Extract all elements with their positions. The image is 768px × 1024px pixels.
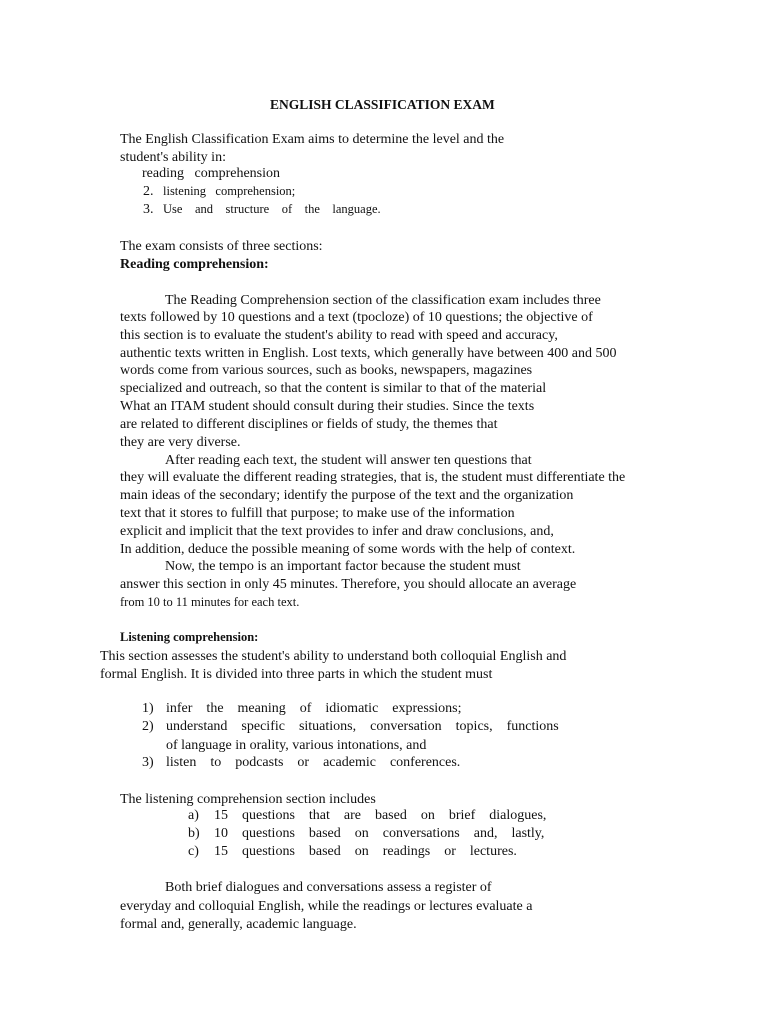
listening-includes: The listening comprehension section includes	[120, 792, 376, 807]
reading-para-line: text that it stores to fulfill that purpose; to make use of the information	[120, 506, 515, 521]
reading-para-line: In addition, deduce the possible meaning of some words with the help of context.	[120, 542, 576, 557]
reading-para-line: explicit and implicit that the text provides to infer and draw conclusions, and,	[120, 524, 554, 539]
ability-item: Use and structure of the language.	[163, 202, 381, 216]
part-number: 2)	[142, 719, 154, 734]
part-item: infer the meaning of idiomatic expressions;	[166, 701, 462, 716]
listening-intro-line: This section assesses the student's ability to understand both colloquial English and	[100, 649, 567, 664]
part-number: 1)	[142, 701, 154, 716]
reading-para-line: words come from various sources, such as books, newspapers, magazines	[120, 363, 533, 378]
listening-heading: Listening comprehension:	[120, 630, 259, 644]
reading-para-line: they will evaluate the different reading strategies, that is, the student must differentiate the	[120, 470, 626, 485]
intro-line: The English Classification Exam aims to determine the level and the	[120, 132, 505, 147]
question-letter: a)	[188, 808, 199, 823]
reading-para-line: main ideas of the secondary; identify the purpose of the text and the organization	[120, 488, 574, 503]
intro-line: student's ability in:	[120, 150, 226, 165]
reading-para-line: texts followed by 10 questions and a text (tpocloze) of 10 questions; the objective of	[120, 310, 593, 325]
reading-para-line: After reading each text, the student will answer ten questions that	[165, 453, 532, 468]
reading-para-line: What an ITAM student should consult during their studies. Since the texts	[120, 399, 535, 414]
part-item: listen to podcasts or academic conferences.	[166, 755, 461, 770]
ability-number: 3.	[143, 202, 154, 217]
ability-item: reading comprehension	[142, 166, 281, 181]
document-title: ENGLISH CLASSIFICATION EXAM	[270, 97, 495, 112]
part-number: 3)	[142, 755, 154, 770]
ability-item: listening comprehension;	[163, 184, 296, 198]
part-item: understand specific situations, conversation topics, functions	[166, 719, 559, 734]
reading-heading: Reading comprehension:	[120, 257, 269, 272]
ability-number: 2.	[143, 184, 154, 199]
closing-line: everyday and colloquial English, while the readings or lectures evaluate a	[120, 899, 533, 914]
reading-para-line: are related to different disciplines or fields of study, the themes that	[120, 417, 498, 432]
listening-intro-line: formal English. It is divided into three parts in which the student must	[100, 667, 493, 682]
reading-para-line: specialized and outreach, so that the content is similar to that of the material	[120, 381, 547, 396]
question-item: 15 questions based on readings or lectures.	[214, 844, 517, 859]
reading-para-line: Now, the tempo is an important factor because the student must	[165, 559, 521, 574]
question-item: 10 questions based on conversations and, lastly,	[214, 826, 545, 841]
reading-para-line: they are very diverse.	[120, 435, 241, 450]
question-item: 15 questions that are based on brief dialogues,	[214, 808, 547, 823]
question-letter: c)	[188, 844, 199, 859]
question-letter: b)	[188, 826, 200, 841]
closing-line: Both brief dialogues and conversations assess a register of	[165, 880, 492, 895]
closing-line: formal and, generally, academic language.	[120, 917, 357, 932]
reading-para-line: authentic texts written in English. Lost texts, which generally have between 400 and 500	[120, 346, 617, 361]
reading-para-line: The Reading Comprehension section of the classification exam includes three	[165, 293, 601, 308]
sections-intro: The exam consists of three sections:	[120, 239, 323, 254]
reading-para-line: from 10 to 11 minutes for each text.	[120, 595, 300, 609]
reading-para-line: this section is to evaluate the student's ability to read with speed and accuracy,	[120, 328, 558, 343]
reading-para-line: answer this section in only 45 minutes. Therefore, you should allocate an average	[120, 577, 577, 592]
part-item: of language in orality, various intonations, and	[166, 738, 427, 753]
